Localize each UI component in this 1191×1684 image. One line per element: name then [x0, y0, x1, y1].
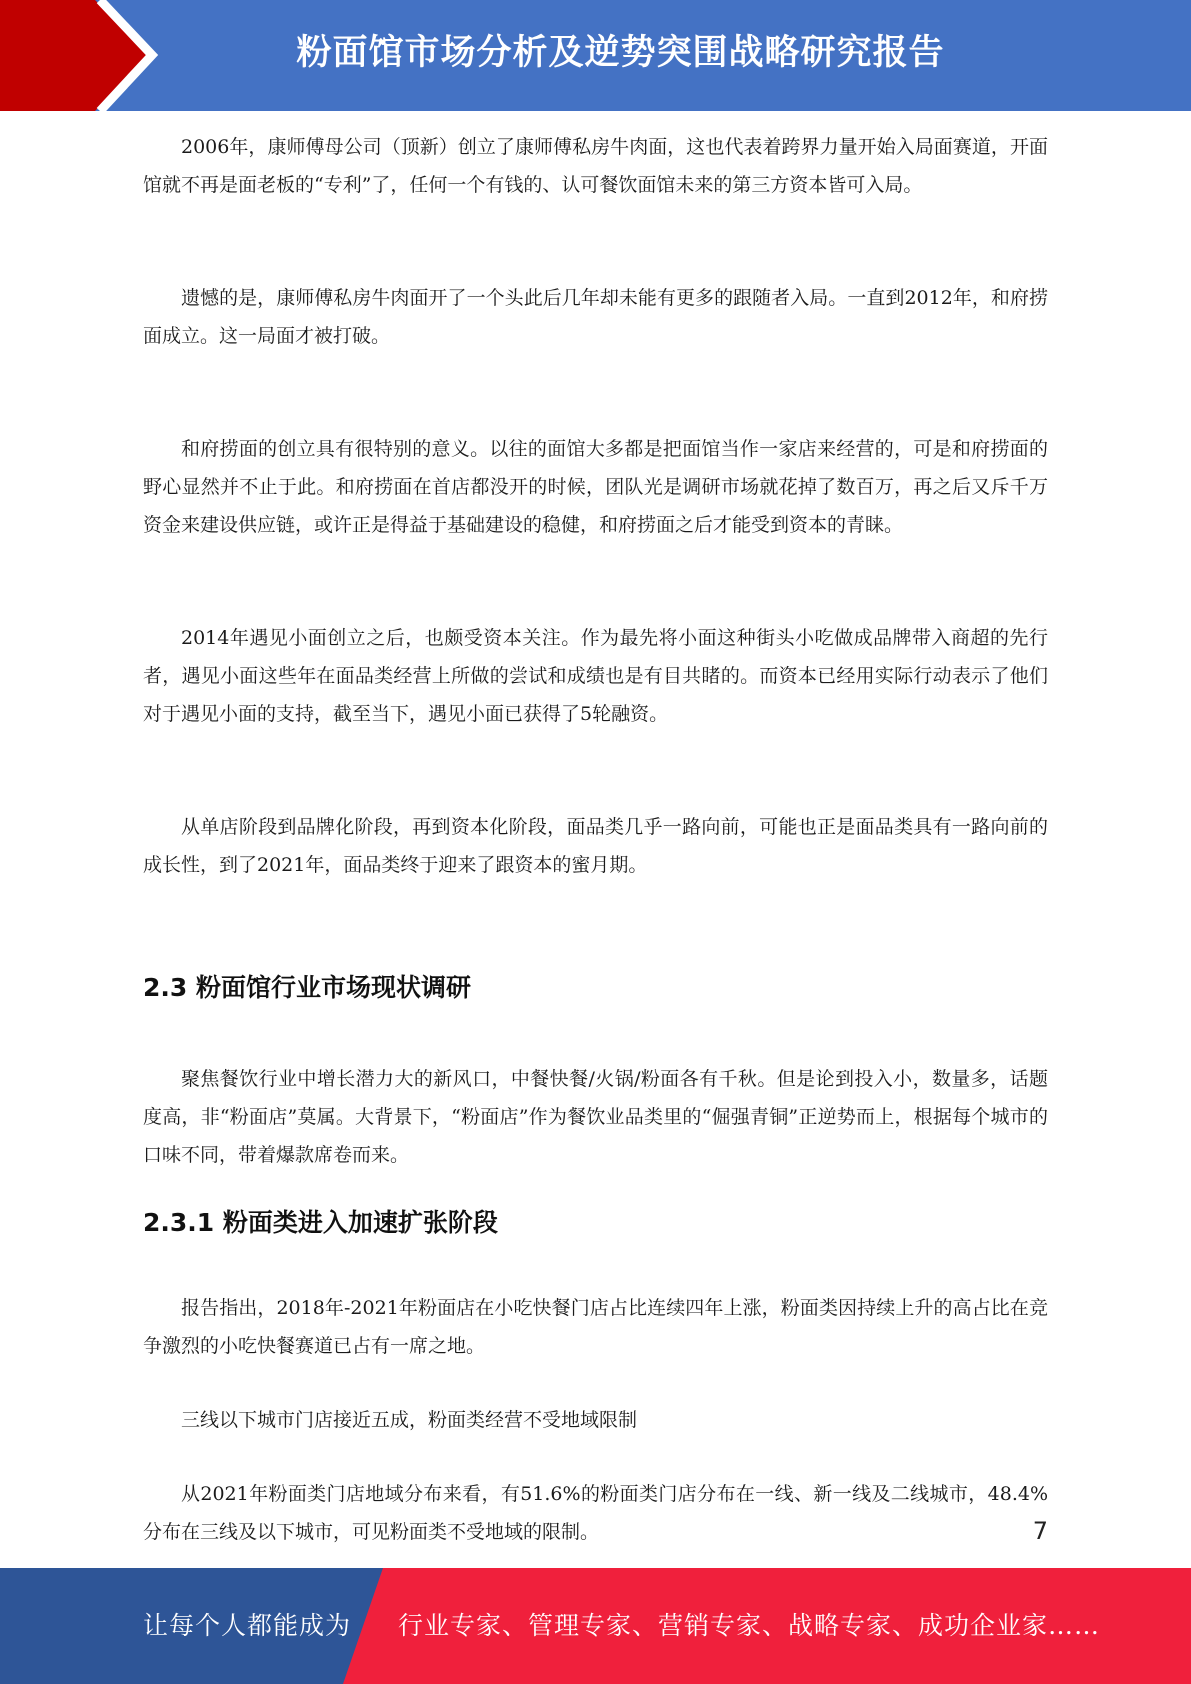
paragraph: 从单店阶段到品牌化阶段，再到资本化阶段，面品类几乎一路向前，可能也正是面品类具有一路向前的成长性，到了2021年，面品类终于迎来了跟资本的蜜月期。: [143, 816, 1048, 876]
section-heading-2-3: 2.3 粉面馆行业市场现状调研: [143, 973, 471, 1002]
footer-slogan-right: 行业专家、管理专家、营销专家、战略专家、成功企业家……: [398, 1611, 1101, 1640]
footer-slogan-left: 让每个人都能成为: [143, 1611, 352, 1640]
sub-heading-paragraph: 三线以下城市门店接近五成，粉面类经营不受地域限制: [181, 1409, 638, 1431]
header-arrow-decoration: [0, 0, 170, 111]
page-number: 7: [1032, 1517, 1048, 1545]
paragraph: 和府捞面的创立具有很特别的意义。以往的面馆大多都是把面馆当作一家店来经营的，可是和府捞面的野心显然并不止于此。和府捞面在首店都没开的时候，团队光是调研市场就花掉了数百万，再之后又斥千万资金来建设供应链，或许正是得益于基础建设的稳健，和府捞面之后才能受到资本的青睐。: [143, 438, 1048, 536]
document-title: 粉面馆市场分析及逆势突围战略研究报告: [296, 33, 945, 73]
paragraph: 2014年遇见小面创立之后，也颇受资本关注。作为最先将小面这种街头小吃做成品牌带入商超的先行者，遇见小面这些年在面品类经营上所做的尝试和成绩也是有目共睹的。而资本已经用实际行动表示了他们对于遇见小面的支持，截至当下，遇见小面已获得了5轮融资。: [143, 627, 1048, 725]
paragraph: 报告指出，2018年-2021年粉面店在小吃快餐门店占比连续四年上涨，粉面类因持续上升的高占比在竞争激烈的小吃快餐赛道已占有一席之地。: [143, 1297, 1048, 1357]
paragraph: 聚焦餐饮行业中增长潜力大的新风口，中餐快餐/火锅/粉面各有千秋。但是论到投入小，数量多，话题度高，非“粉面店”莫属。大背景下，“粉面店”作为餐饮业品类里的“倔强青铜”正逆势而上，根据每个城市的口味不同，带着爆款席卷而来。: [143, 1068, 1048, 1166]
section-heading-2-3-1: 2.3.1 粉面类进入加速扩张阶段: [143, 1208, 498, 1237]
paragraph: 从2021年粉面类门店地域分布来看，有51.6%的粉面类门店分布在一线、新一线及二线城市，48.4%分布在三线及以下城市，可见粉面类不受地域的限制。: [143, 1483, 1048, 1543]
page-content: [143, 128, 1048, 1551]
paragraph: 2006年，康师傅母公司（顶新）创立了康师傅私房牛肉面，这也代表着跨界力量开始入局面赛道，开面馆就不再是面老板的“专利”了，任何一个有钱的、认可餐饮面馆未来的第三方资本皆可入局。: [143, 136, 1048, 196]
paragraph: 遗憾的是，康师傅私房牛肉面开了一个头此后几年却未能有更多的跟随者入局。一直到2012年，和府捞面成立。这一局面才被打破。: [143, 287, 1048, 347]
page-header: [0, 0, 1191, 111]
page-footer: [0, 1568, 1191, 1684]
